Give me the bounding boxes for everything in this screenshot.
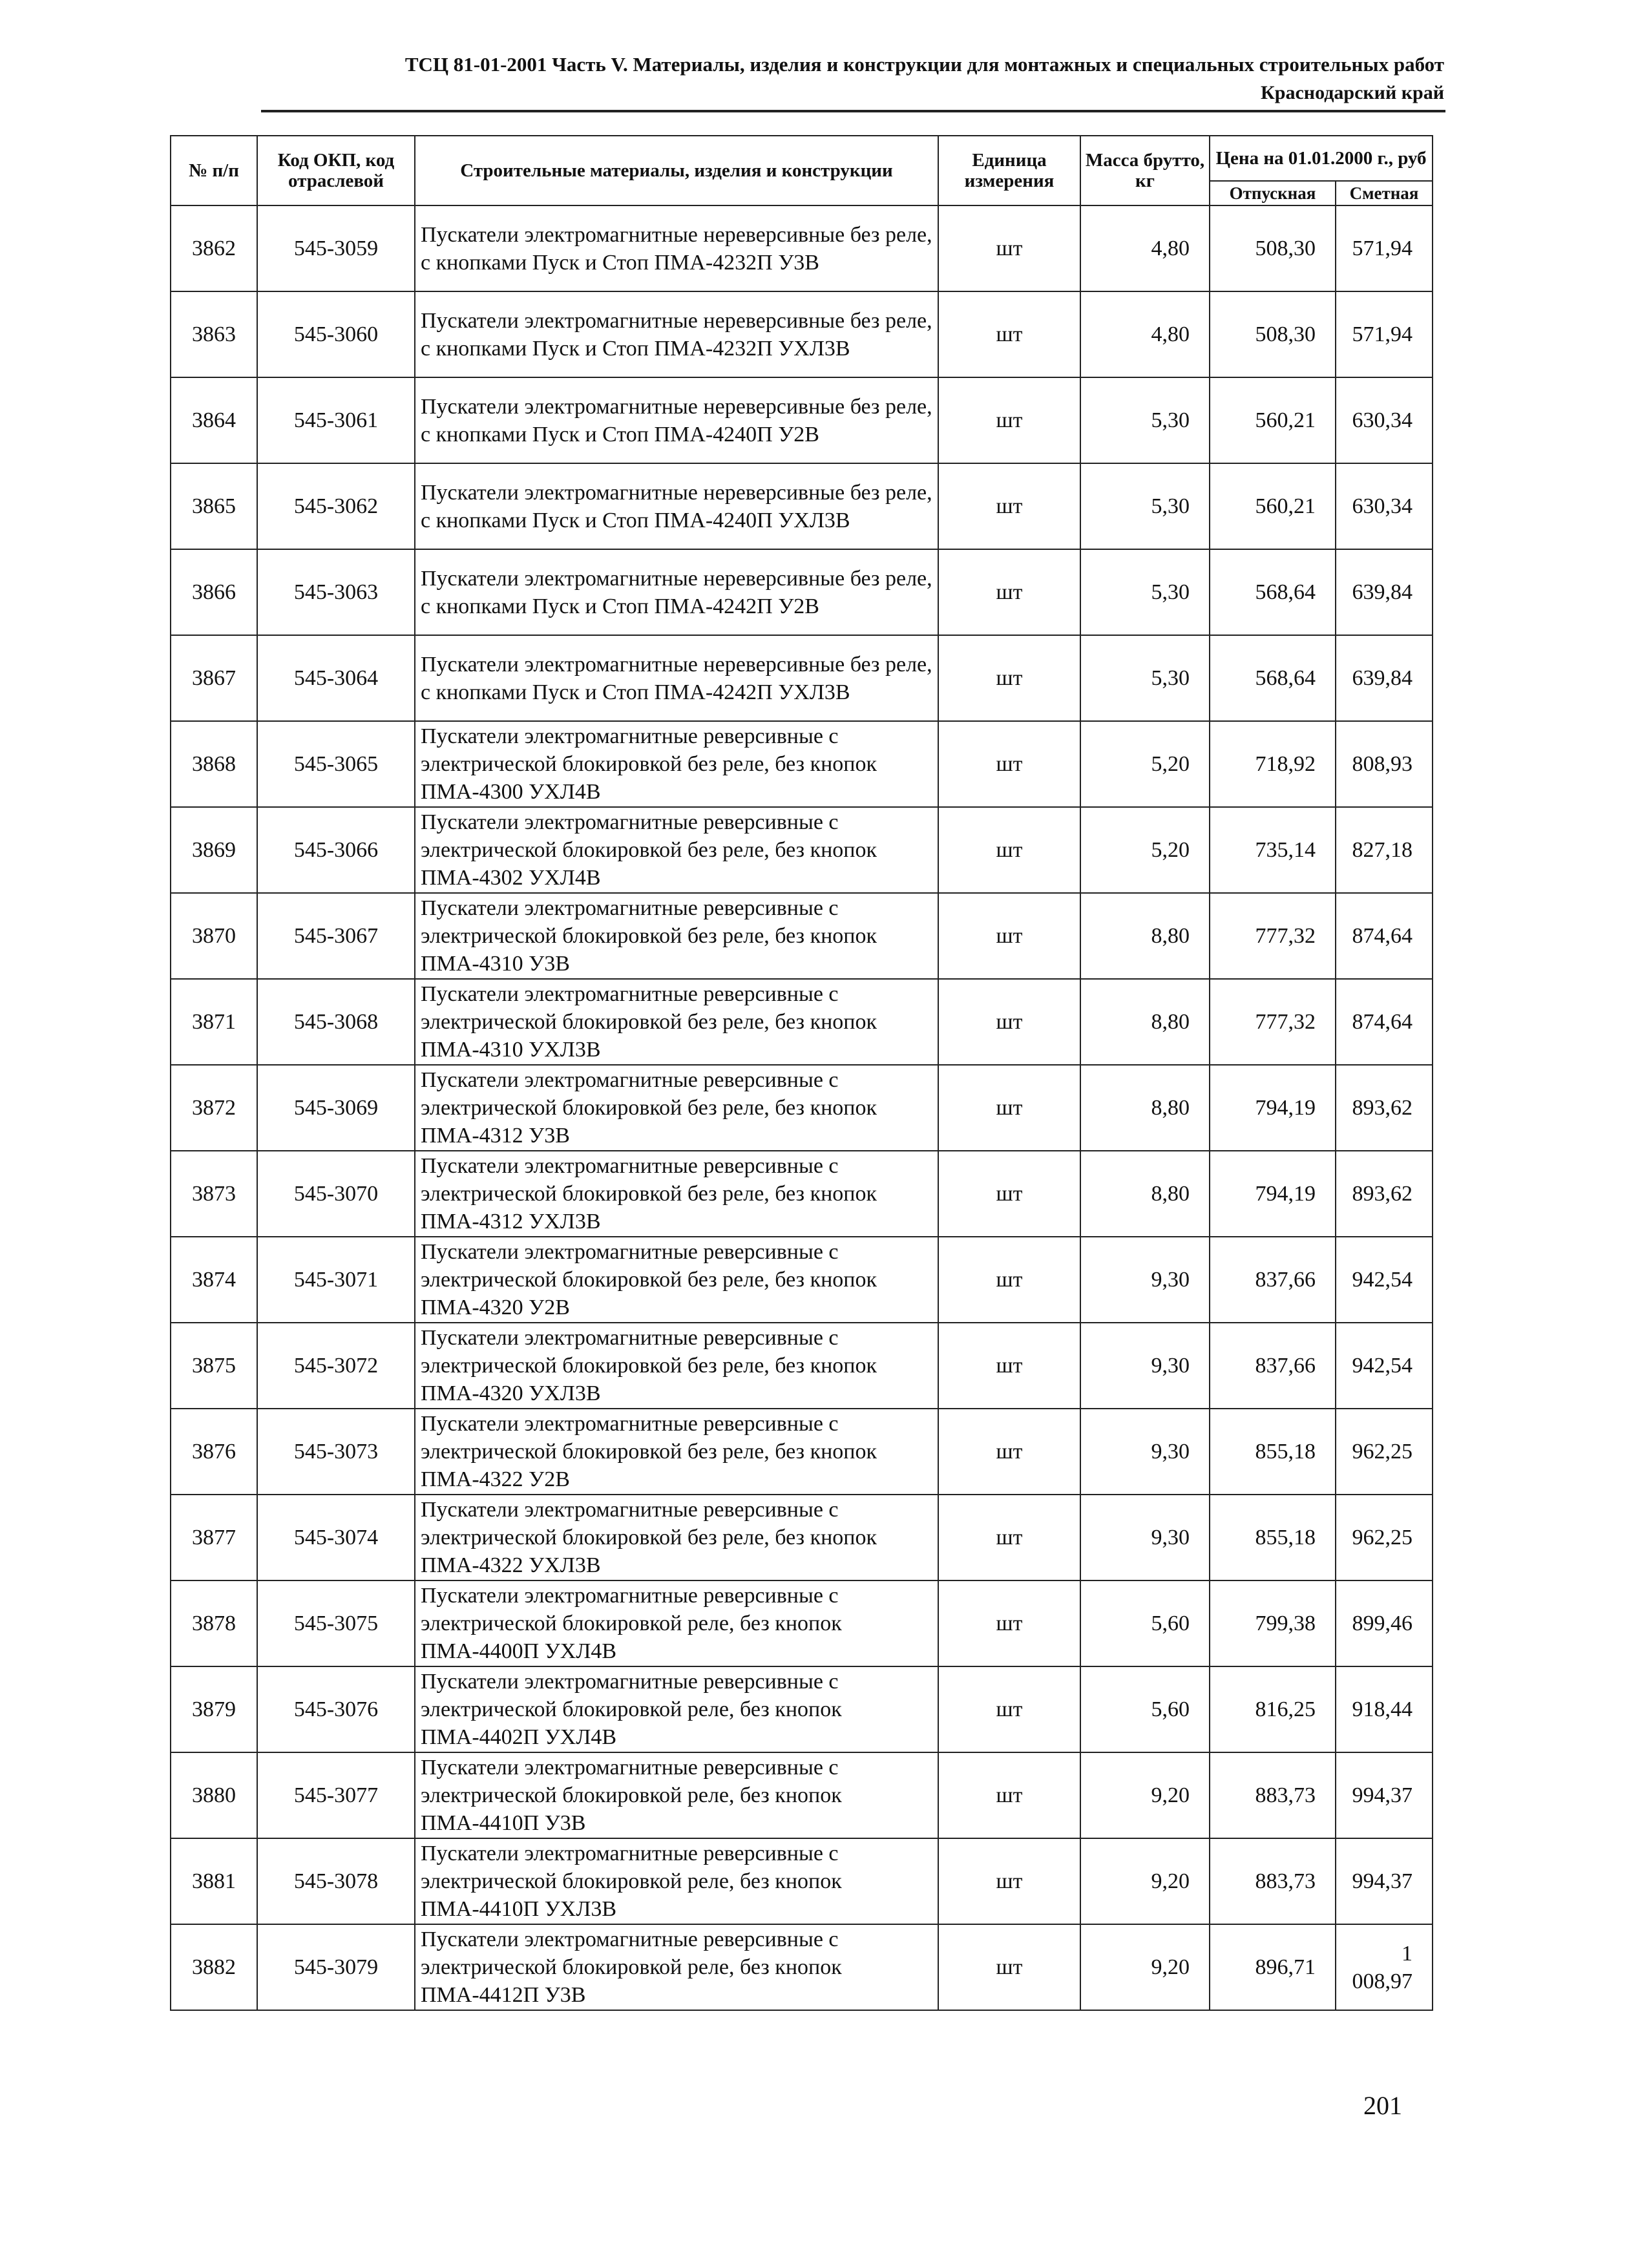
row-name: Пускатели электромагнитные нереверсивные без реле, с кнопками Пуск и Стоп ПМА-4232П У3В [415,205,938,291]
row-unit: шт [938,1323,1080,1409]
row-unit: шт [938,291,1080,377]
row-code: 545-3066 [257,807,415,893]
table-row [171,721,1433,807]
row-code: 545-3064 [257,635,415,721]
row-number: 3882 [171,1924,257,2010]
row-unit: шт [938,1666,1080,1752]
row-mass: 9,20 [1080,1924,1210,2010]
row-mass: 5,20 [1080,807,1210,893]
row-price-estimate: 994,37 [1336,1752,1433,1838]
row-price-estimate: 899,46 [1336,1580,1433,1666]
row-price-release: 855,18 [1210,1495,1336,1580]
row-name: Пускатели электромагнитные реверсивные с электрической блокировкой без реле, без кнопок ПМА-4300 УХЛ4В [415,721,938,807]
row-name: Пускатели электромагнитные нереверсивные без реле, с кнопками Пуск и Стоп ПМА-4232П УХЛ3В [415,291,938,377]
row-price-estimate: 942,54 [1336,1237,1433,1323]
table-row [171,1151,1433,1237]
row-price-release: 777,32 [1210,979,1336,1065]
row-number: 3862 [171,205,257,291]
row-code: 545-3075 [257,1580,415,1666]
row-unit: шт [938,549,1080,635]
row-price-estimate: 639,84 [1336,549,1433,635]
row-code: 545-3063 [257,549,415,635]
row-name: Пускатели электромагнитные реверсивные с электрической блокировкой без реле, без кнопок ПМА-4310 УХЛ3В [415,979,938,1065]
table-row [171,979,1433,1065]
row-code: 545-3074 [257,1495,415,1580]
row-price-estimate: 874,64 [1336,893,1433,979]
row-unit: шт [938,1924,1080,2010]
row-price-release: 837,66 [1210,1237,1336,1323]
row-price-release: 560,21 [1210,377,1336,463]
row-unit: шт [938,1580,1080,1666]
row-price-estimate: 994,37 [1336,1838,1433,1924]
column-header-price-estimate: Сметная [1336,181,1433,205]
row-price-estimate: 827,18 [1336,807,1433,893]
column-header-price-release: Отпускная [1210,181,1336,205]
row-price-estimate: 639,84 [1336,635,1433,721]
row-mass: 9,20 [1080,1838,1210,1924]
column-header-name: Строительные материалы, изделия и конструкции [415,136,938,205]
row-name: Пускатели электромагнитные нереверсивные без реле, с кнопками Пуск и Стоп ПМА-4240П У2В [415,377,938,463]
row-price-release: 568,64 [1210,635,1336,721]
row-price-estimate: 893,62 [1336,1065,1433,1151]
row-mass: 5,60 [1080,1580,1210,1666]
row-unit: шт [938,463,1080,549]
row-number: 3869 [171,807,257,893]
row-unit: шт [938,1409,1080,1495]
table-row [171,1838,1433,1924]
row-price-release: 794,19 [1210,1151,1336,1237]
row-mass: 9,30 [1080,1495,1210,1580]
table-row [171,1495,1433,1580]
table-row [171,807,1433,893]
table-row [171,1752,1433,1838]
row-price-estimate: 571,94 [1336,205,1433,291]
table-row [171,1924,1433,2010]
row-unit: шт [938,1838,1080,1924]
row-number: 3875 [171,1323,257,1409]
row-unit: шт [938,1151,1080,1237]
row-code: 545-3068 [257,979,415,1065]
row-name: Пускатели электромагнитные реверсивные с электрической блокировкой без реле, без кнопок ПМА-4302 УХЛ4В [415,807,938,893]
row-unit: шт [938,721,1080,807]
row-number: 3879 [171,1666,257,1752]
row-unit: шт [938,377,1080,463]
row-number: 3874 [171,1237,257,1323]
row-code: 545-3065 [257,721,415,807]
row-code: 545-3069 [257,1065,415,1151]
row-number: 3871 [171,979,257,1065]
row-unit: шт [938,893,1080,979]
row-mass: 5,20 [1080,721,1210,807]
row-code: 545-3079 [257,1924,415,2010]
header-region: Краснодарский край [1261,82,1444,103]
row-name: Пускатели электромагнитные реверсивные с электрической блокировкой без реле, без кнопок ПМА-4312 УХЛ3В [415,1151,938,1237]
row-price-estimate: 962,25 [1336,1495,1433,1580]
row-code: 545-3059 [257,205,415,291]
row-code: 545-3073 [257,1409,415,1495]
header-divider [261,110,1445,112]
table-row [171,1666,1433,1752]
row-code: 545-3077 [257,1752,415,1838]
row-unit: шт [938,1065,1080,1151]
row-number: 3867 [171,635,257,721]
row-name: Пускатели электромагнитные реверсивные с электрической блокировкой реле, без кнопок ПМА-4410П УХЛ3В [415,1838,938,1924]
row-mass: 8,80 [1080,893,1210,979]
row-code: 545-3070 [257,1151,415,1237]
row-price-release: 735,14 [1210,807,1336,893]
row-number: 3866 [171,549,257,635]
row-price-release: 777,32 [1210,893,1336,979]
row-unit: шт [938,807,1080,893]
row-price-estimate: 630,34 [1336,463,1433,549]
row-name: Пускатели электромагнитные реверсивные с электрической блокировкой без реле, без кнопок ПМА-4322 УХЛ3В [415,1495,938,1580]
row-mass: 8,80 [1080,1151,1210,1237]
row-price-release: 883,73 [1210,1752,1336,1838]
table-body [171,205,1433,2010]
row-price-estimate: 630,34 [1336,377,1433,463]
row-number: 3864 [171,377,257,463]
row-price-estimate: 571,94 [1336,291,1433,377]
row-number: 3868 [171,721,257,807]
row-price-estimate: 808,93 [1336,721,1433,807]
row-number: 3877 [171,1495,257,1580]
row-price-estimate: 918,44 [1336,1666,1433,1752]
row-name: Пускатели электромагнитные реверсивные с электрической блокировкой реле, без кнопок ПМА-4412П У3В [415,1924,938,2010]
page-header [271,50,1444,107]
row-code: 545-3072 [257,1323,415,1409]
row-mass: 9,30 [1080,1237,1210,1323]
row-number: 3872 [171,1065,257,1151]
row-unit: шт [938,1237,1080,1323]
row-mass: 5,30 [1080,463,1210,549]
table-row [171,893,1433,979]
row-price-release: 883,73 [1210,1838,1336,1924]
column-header-code: Код ОКП, код отраслевой [257,136,415,205]
row-price-estimate: 1 008,97 [1336,1924,1433,2010]
row-number: 3880 [171,1752,257,1838]
table-row [171,1237,1433,1323]
row-name: Пускатели электромагнитные реверсивные с электрической блокировкой без реле, без кнопок ПМА-4322 У2В [415,1409,938,1495]
row-name: Пускатели электромагнитные реверсивные с электрической блокировкой реле, без кнопок ПМА-4410П У3В [415,1752,938,1838]
row-name: Пускатели электромагнитные нереверсивные без реле, с кнопками Пуск и Стоп ПМА-4242П УХЛ3В [415,635,938,721]
row-name: Пускатели электромагнитные реверсивные с электрической блокировкой реле, без кнопок ПМА-4402П УХЛ4В [415,1666,938,1752]
row-price-release: 816,25 [1210,1666,1336,1752]
table-row [171,463,1433,549]
row-code: 545-3071 [257,1237,415,1323]
row-code: 545-3060 [257,291,415,377]
row-mass: 9,30 [1080,1409,1210,1495]
row-unit: шт [938,1495,1080,1580]
row-price-release: 718,92 [1210,721,1336,807]
column-header-unit: Единица измерения [938,136,1080,205]
row-number: 3881 [171,1838,257,1924]
table-row [171,205,1433,291]
row-name: Пускатели электромагнитные реверсивные с электрической блокировкой реле, без кнопок ПМА-4400П УХЛ4В [415,1580,938,1666]
row-price-estimate: 962,25 [1336,1409,1433,1495]
row-number: 3873 [171,1151,257,1237]
row-price-release: 568,64 [1210,549,1336,635]
page-number: 201 [1363,2091,1402,2120]
table-row [171,635,1433,721]
row-price-estimate: 874,64 [1336,979,1433,1065]
column-header-mass: Масса брутто, кг [1080,136,1210,205]
row-number: 3863 [171,291,257,377]
row-price-release: 896,71 [1210,1924,1336,2010]
row-mass: 9,30 [1080,1323,1210,1409]
row-name: Пускатели электромагнитные реверсивные с электрической блокировкой без реле, без кнопок ПМА-4312 У3В [415,1065,938,1151]
row-mass: 8,80 [1080,979,1210,1065]
table-row [171,1065,1433,1151]
row-code: 545-3061 [257,377,415,463]
row-price-release: 508,30 [1210,205,1336,291]
row-name: Пускатели электромагнитные нереверсивные без реле, с кнопками Пуск и Стоп ПМА-4242П У2В [415,549,938,635]
row-price-release: 560,21 [1210,463,1336,549]
table-row [171,1323,1433,1409]
row-name: Пускатели электромагнитные реверсивные с электрической блокировкой без реле, без кнопок ПМА-4320 УХЛ3В [415,1323,938,1409]
row-code: 545-3067 [257,893,415,979]
row-name: Пускатели электромагнитные реверсивные с электрической блокировкой без реле, без кнопок ПМА-4310 У3В [415,893,938,979]
table-row [171,1580,1433,1666]
row-unit: шт [938,635,1080,721]
row-mass: 9,20 [1080,1752,1210,1838]
row-price-release: 794,19 [1210,1065,1336,1151]
row-unit: шт [938,1752,1080,1838]
row-number: 3870 [171,893,257,979]
column-header-num: № п/п [171,136,257,205]
row-mass: 5,60 [1080,1666,1210,1752]
materials-price-table [170,135,1433,2011]
row-price-release: 799,38 [1210,1580,1336,1666]
column-header-price-group: Цена на 01.01.2000 г., руб [1210,136,1433,181]
row-mass: 4,80 [1080,291,1210,377]
row-price-estimate: 893,62 [1336,1151,1433,1237]
row-mass: 5,30 [1080,635,1210,721]
row-name: Пускатели электромагнитные реверсивные с электрической блокировкой без реле, без кнопок ПМА-4320 У2В [415,1237,938,1323]
row-mass: 4,80 [1080,205,1210,291]
table-row [171,377,1433,463]
row-price-estimate: 942,54 [1336,1323,1433,1409]
row-price-release: 837,66 [1210,1323,1336,1409]
row-code: 545-3078 [257,1838,415,1924]
row-unit: шт [938,205,1080,291]
table-row [171,549,1433,635]
row-code: 545-3062 [257,463,415,549]
row-unit: шт [938,979,1080,1065]
row-mass: 5,30 [1080,549,1210,635]
row-price-release: 855,18 [1210,1409,1336,1495]
row-number: 3878 [171,1580,257,1666]
row-name: Пускатели электромагнитные нереверсивные без реле, с кнопками Пуск и Стоп ПМА-4240П УХЛ3В [415,463,938,549]
header-title: ТСЦ 81-01-2001 Часть V. Материалы, изделия и конструкции для монтажных и специальных строительных работ [404,53,1444,76]
table-row [171,1409,1433,1495]
row-number: 3876 [171,1409,257,1495]
row-mass: 5,30 [1080,377,1210,463]
row-number: 3865 [171,463,257,549]
row-mass: 8,80 [1080,1065,1210,1151]
table-row [171,291,1433,377]
row-price-release: 508,30 [1210,291,1336,377]
row-code: 545-3076 [257,1666,415,1752]
